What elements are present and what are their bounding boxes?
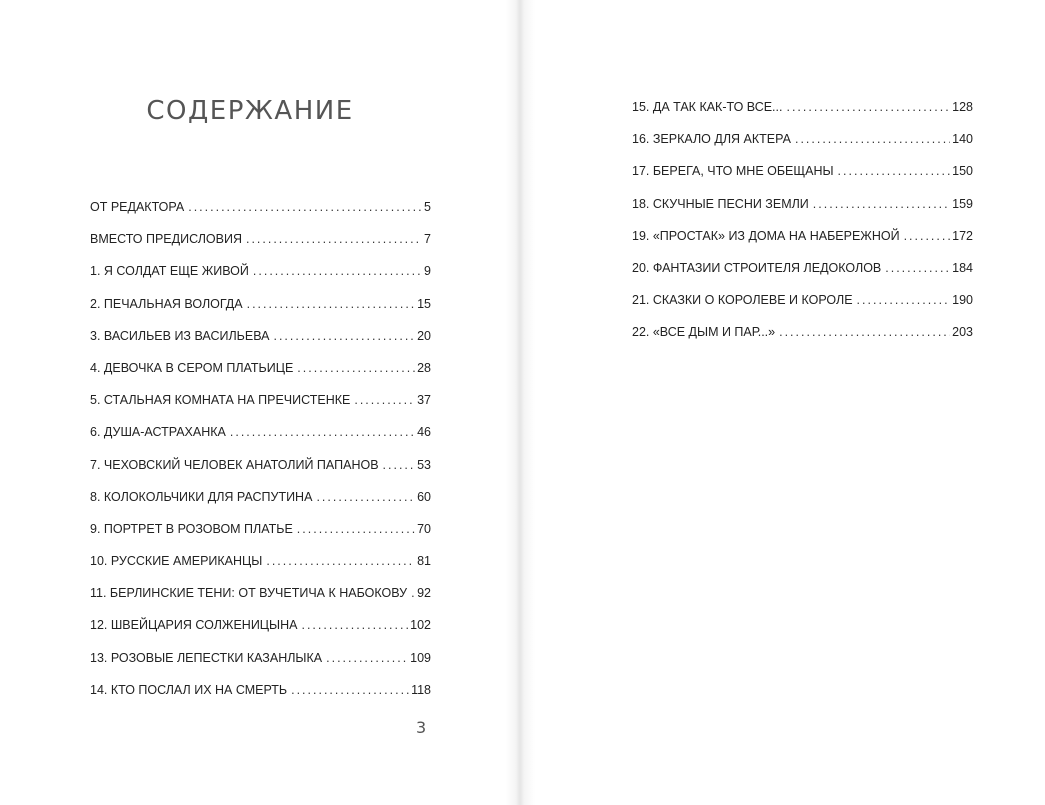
toc-entry: [90, 329, 431, 361]
toc-entry-title: 13. РОЗОВЫЕ ЛЕПЕСТКИ КАЗАНЛЫКА: [90, 650, 323, 665]
toc-entry-page: 92: [417, 586, 431, 601]
toc-list-right: [632, 100, 973, 358]
toc-title: СОДЕРЖАНИЕ: [146, 96, 354, 126]
dot-leader: [786, 100, 950, 114]
toc-entry-title: 22. «ВСЕ ДЫМ И ПАР...»: [632, 325, 776, 340]
toc-entry-title: 17. БЕРЕГА, ЧТО МНЕ ОБЕЩАНЫ: [632, 164, 834, 179]
dot-leader: [246, 232, 422, 246]
toc-entry-page: 159: [952, 196, 973, 211]
toc-entry-title: 7. ЧЕХОВСКИЙ ЧЕЛОВЕК АНАТОЛИЙ ПАПАНОВ: [90, 457, 379, 472]
dot-leader: [188, 200, 422, 214]
toc-entry: [90, 490, 431, 522]
dot-leader: [230, 425, 415, 439]
toc-entry-title: 4. ДЕВОЧКА В СЕРОМ ПЛАТЬИЦЕ: [90, 360, 294, 375]
toc-entry-page: 5: [424, 200, 431, 214]
toc-entry: [632, 197, 973, 229]
toc-entry: [90, 297, 431, 329]
dot-leader: [301, 618, 408, 632]
toc-entry-page: 15: [417, 296, 431, 311]
toc-entry-page: 9: [424, 264, 431, 279]
dot-leader: [779, 325, 950, 339]
toc-entry: [90, 393, 431, 425]
toc-entry-page: 140: [952, 132, 973, 147]
toc-entry-title: 16. ЗЕРКАЛО ДЛЯ АКТЕРА: [632, 132, 791, 147]
toc-entry-page: 53: [417, 457, 431, 472]
toc-entry: [90, 554, 431, 586]
toc-entry-title: 11. БЕРЛИНСКИЕ ТЕНИ: ОТ ВУЧЕТИЧА К НАБОКОВУ: [90, 586, 408, 601]
toc-entry: [90, 361, 431, 393]
toc-entry-title: 21. СКАЗКИ О КОРОЛЕВЕ И КОРОЛЕ: [632, 293, 853, 308]
toc-entry-page: 102: [410, 618, 431, 633]
dot-leader: [813, 197, 950, 211]
dot-leader: [857, 293, 951, 307]
toc-entry-title: ОТ РЕДАКТОРА: [90, 200, 185, 214]
toc-entry: [90, 458, 431, 490]
dot-leader: [904, 229, 951, 243]
book-gutter-shadow: [505, 0, 535, 805]
toc-entry-page: 20: [417, 328, 431, 343]
toc-entry-page: 109: [410, 650, 431, 665]
toc-entry: [90, 683, 431, 715]
toc-entry-page: 128: [952, 100, 973, 114]
toc-entry: [90, 586, 431, 618]
dot-leader: [354, 393, 415, 407]
toc-entry-title: 18. СКУЧНЫЕ ПЕСНИ ЗЕМЛИ: [632, 196, 809, 211]
dot-leader: [273, 329, 415, 343]
toc-entry-page: 46: [417, 425, 431, 440]
toc-entry-title: 14. КТО ПОСЛАЛ ИХ НА СМЕРТЬ: [90, 682, 288, 697]
toc-entry-page: 203: [952, 325, 973, 340]
dot-leader: [253, 264, 422, 278]
toc-entry-title: 6. ДУША-АСТРАХАНКА: [90, 425, 226, 440]
dot-leader: [411, 586, 415, 600]
toc-entry: [90, 522, 431, 554]
toc-entry: [90, 425, 431, 457]
toc-entry: [632, 132, 973, 164]
toc-entry-title: 5. СТАЛЬНАЯ КОМНАТА НА ПРЕЧИСТЕНКЕ: [90, 393, 351, 408]
dot-leader: [291, 683, 409, 697]
toc-entry-page: 118: [411, 682, 431, 697]
toc-entry-page: 60: [417, 489, 431, 504]
dot-leader: [383, 458, 416, 472]
toc-entry-page: 37: [417, 393, 431, 408]
dot-leader: [297, 361, 415, 375]
dot-leader: [326, 651, 408, 665]
toc-entry-title: 12. ШВЕЙЦАРИЯ СОЛЖЕНИЦЫНА: [90, 618, 298, 633]
dot-leader: [316, 490, 415, 504]
dot-leader: [297, 522, 415, 536]
toc-entry-title: 10. РУССКИЕ АМЕРИКАНЦЫ: [90, 554, 263, 569]
toc-entry-page: 190: [952, 293, 973, 308]
toc-entry: [632, 293, 973, 325]
toc-entry: [90, 651, 431, 683]
toc-entry-page: 172: [952, 228, 973, 243]
toc-entry-page: 28: [417, 360, 431, 375]
left-page: [0, 0, 520, 805]
dot-leader: [885, 261, 950, 275]
toc-entry-title: 19. «ПРОСТАК» ИЗ ДОМА НА НАБЕРЕЖНОЙ: [632, 228, 900, 243]
toc-entry-title: 2. ПЕЧАЛЬНАЯ ВОЛОГДА: [90, 296, 243, 311]
dot-leader: [838, 164, 951, 178]
toc-entry: [90, 200, 431, 232]
dot-leader: [266, 554, 415, 568]
toc-entry: [632, 100, 973, 132]
toc-entry: [90, 264, 431, 296]
toc-entry-page: 70: [417, 521, 431, 536]
toc-entry-page: 7: [424, 232, 431, 247]
toc-entry-title: 15. ДА ТАК КАК-ТО ВСЕ...: [632, 100, 783, 114]
dot-leader: [247, 297, 415, 311]
toc-entry-title: 3. ВАСИЛЬЕВ ИЗ ВАСИЛЬЕВА: [90, 328, 270, 343]
toc-entry-page: 81: [417, 554, 431, 569]
toc-entry: [90, 232, 431, 264]
dot-leader: [795, 132, 950, 146]
toc-entry: [632, 164, 973, 196]
toc-entry: [632, 261, 973, 293]
toc-entry-title: 8. КОЛОКОЛЬЧИКИ ДЛЯ РАСПУТИНА: [90, 489, 313, 504]
toc-entry-title: 20. ФАНТАЗИИ СТРОИТЕЛЯ ЛЕДОКОЛОВ: [632, 260, 882, 275]
toc-list-left: [90, 200, 431, 715]
toc-entry-title: 1. Я СОЛДАТ ЕЩЕ ЖИВОЙ: [90, 264, 249, 279]
toc-entry-page: 184: [952, 260, 973, 275]
toc-entry-title: 9. ПОРТРЕТ В РОЗОВОМ ПЛАТЬЕ: [90, 521, 293, 536]
page-number: 3: [416, 718, 427, 737]
toc-entry: [632, 325, 973, 357]
toc-entry-title: ВМЕСТО ПРЕДИСЛОВИЯ: [90, 232, 242, 247]
toc-entry: [90, 618, 431, 650]
toc-entry-page: 150: [952, 164, 973, 179]
toc-entry: [632, 229, 973, 261]
